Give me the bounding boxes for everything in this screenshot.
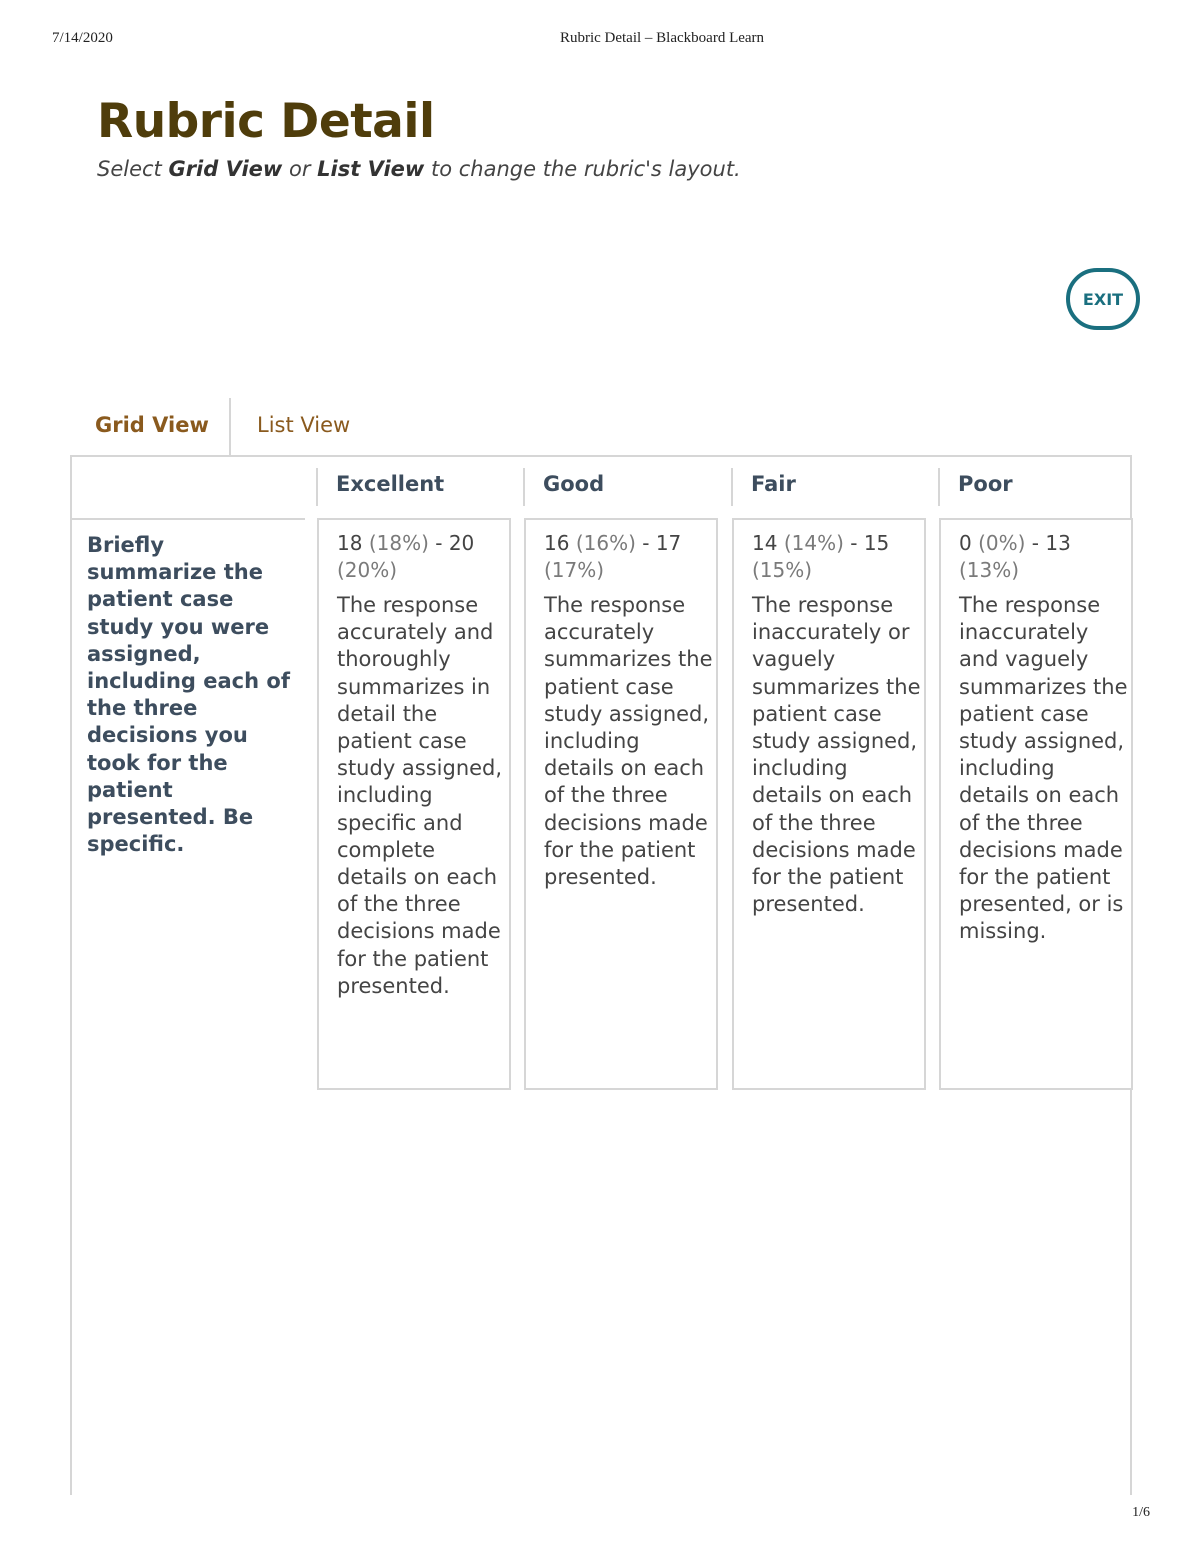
points-low-pct: (16%) [575,531,636,555]
points-separator: - [635,531,656,555]
page-title: Rubric Detail [97,94,435,149]
points-high-pct: (13%) [959,558,1020,582]
exit-button[interactable]: EXIT [1066,268,1140,330]
tab-divider [229,398,231,456]
print-page-title: Rubric Detail – Blackboard Learn [559,30,765,46]
tab-grid-view[interactable]: Grid View [95,413,209,437]
points-low-pct: (18%) [368,531,429,555]
points-low: 16 [544,531,570,555]
points-low: 18 [337,531,363,555]
print-page-number: 1/6 [1132,1505,1150,1520]
column-separator [938,468,940,506]
rubric-cell-poor[interactable] [939,518,1133,1090]
subtitle-text: Select [97,157,169,181]
print-header [0,30,1200,50]
points-high: 13 [1045,531,1071,555]
subtitle-grid-view: Grid View [168,157,283,181]
rubric-cell-good[interactable] [524,518,718,1090]
rubric-cell-fair[interactable] [732,518,926,1090]
points-separator: - [1025,531,1046,555]
page-subtitle [97,157,741,181]
view-tabs [70,396,470,456]
points-high: 20 [448,531,475,555]
column-header-poor: Poor [958,472,1013,496]
cell-description: The response accurately summarizes the patient case study assigned, including details on each of the three decisions made for the patient presented. [544,593,713,890]
cell-description: The response inaccurately and vaguely summarizes the patient case study assigned, including details on each of the three decisions made for the patient presented, or is missing. [959,593,1128,944]
points-range [337,530,513,584]
column-header-fair: Fair [751,472,796,496]
cell-description: The response accurately and thoroughly summarizes in detail the patient case study assigned, including specific and complete details on each of the three decisions made for the patient presented. [337,593,503,998]
points-low: 14 [752,531,778,555]
points-separator: - [428,531,449,555]
points-high: 15 [863,531,890,555]
points-high-pct: (20%) [337,558,398,582]
column-header-good: Good [543,472,605,496]
column-separator [316,468,318,506]
tab-list-view[interactable]: List View [257,413,351,437]
points-range [959,530,1135,584]
criterion-label: Briefly summarize the patient case study you were assigned, including each of the three decisions you took for the patient presented. Be specific. [87,533,290,857]
column-separator [731,468,733,506]
points-low-pct: (0%) [978,531,1026,555]
points-low: 0 [959,531,972,555]
column-header-excellent: Excellent [336,472,445,496]
subtitle-text: or [282,157,318,181]
subtitle-text: to change the rubric's layout. [424,157,741,181]
cell-description: The response inaccurately or vaguely summarizes the patient case study assigned, including details on each of the three decisions made for the patient presented. [752,593,921,917]
points-high: 17 [655,531,682,555]
subtitle-list-view: List View [317,157,425,181]
points-range [752,530,928,584]
points-high-pct: (17%) [544,558,605,582]
rubric-cell-excellent[interactable] [317,518,511,1090]
print-date: 7/14/2020 [52,30,113,46]
points-range [544,530,720,584]
column-separator [523,468,525,506]
points-low-pct: (14%) [783,531,844,555]
points-high-pct: (15%) [752,558,813,582]
points-separator: - [843,531,864,555]
row-divider [72,518,305,520]
